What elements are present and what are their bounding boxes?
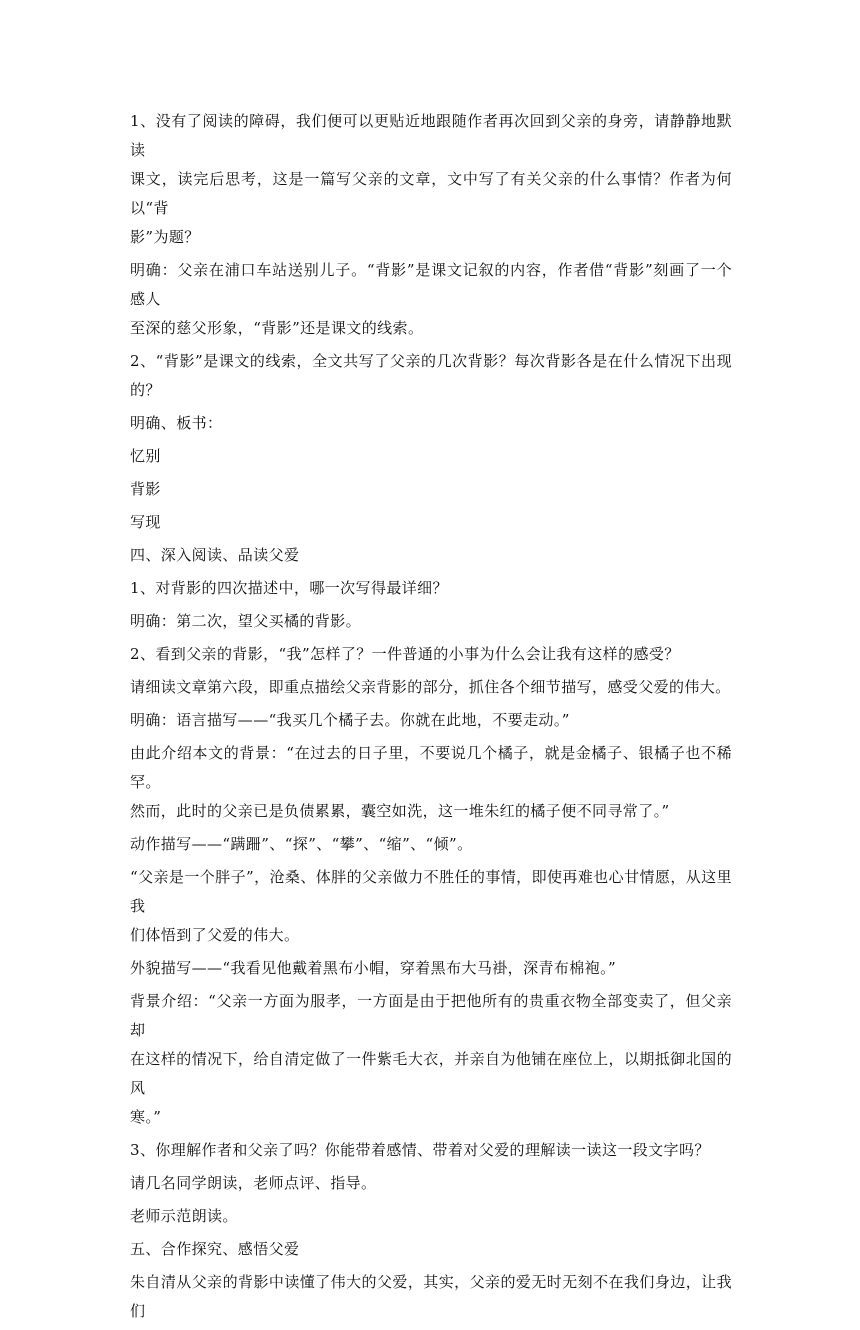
paragraph: [130, 954, 732, 983]
text-line: “父亲是一个胖子”，沧桑、体胖的父亲做力不胜任的事情，即使再难也心甘情愿，从这里我: [130, 868, 732, 915]
text-line: 3、你理解作者和父亲了吗？你能带着感情、带着对父爱的理解读一读这一段文字吗？: [130, 1141, 710, 1159]
text-line: 忆别: [130, 447, 161, 465]
paragraph: [130, 607, 732, 636]
paragraph: [130, 673, 732, 702]
text-line: 1、没有了阅读的障碍，我们便可以更贴近地跟随作者再次回到父亲的身旁，请静静地默读: [130, 112, 732, 159]
paragraph: [130, 442, 732, 471]
text-line: 明确：第二次，望父买橘的背影。: [130, 612, 362, 630]
text-line: 写现: [130, 513, 161, 531]
text-line: 影”为题？: [130, 228, 200, 246]
paragraph: [130, 739, 732, 826]
paragraph: [130, 475, 732, 504]
paragraph: [130, 706, 732, 735]
paragraph: [130, 1202, 732, 1231]
paragraph: [130, 1169, 732, 1198]
paragraph: [130, 640, 732, 669]
text-line: 寒。”: [130, 1108, 162, 1126]
paragraph: [130, 574, 732, 603]
text-line: 四、深入阅读、品读父爱: [130, 546, 300, 564]
text-line: 课文，读完后思考，这是一篇写父亲的文章，文中写了有关父亲的什么事情？作者为何以“背: [130, 170, 732, 217]
paragraph: [130, 409, 732, 438]
paragraph: [130, 508, 732, 537]
text-line: 请几名同学朗读，老师点评、指导。: [130, 1174, 377, 1192]
text-line: 动作描写——“蹒跚”、“探”、“攀”、“缩”、“倾”。: [130, 835, 473, 853]
text-line: 背影: [130, 480, 161, 498]
text-line: 2、“背影”是课文的线索，全文共写了父亲的几次背影？每次背影各是在什么情况下出现的？: [130, 352, 732, 399]
text-line: 在这样的情况下，给自清定做了一件紫毛大衣，并亲自为他铺在座位上，以期抵御北国的风: [130, 1050, 732, 1097]
paragraph: [130, 863, 732, 950]
text-line: 请细读文章第六段，即重点描绘父亲背影的部分，抓住各个细节描写，感受父爱的伟大。: [130, 678, 731, 696]
document-body: [130, 107, 732, 1330]
text-line: 五、合作探究、感悟父爱: [130, 1240, 300, 1258]
text-line: 老师示范朗读。: [130, 1207, 238, 1225]
text-line: 1、对背影的四次描述中，哪一次写得最详细？: [130, 579, 448, 597]
text-line: 朱自清从父亲的背影中读懂了伟大的父爱，其实，父亲的爱无时无刻不在我们身边，让我们: [130, 1273, 732, 1320]
text-line: 2、看到父亲的背影，“我”怎样了？一件普通的小事为什么会让我有这样的感受？: [130, 645, 680, 663]
paragraph: [130, 987, 732, 1132]
text-line: 至深的慈父形象，“背影”还是课文的线索。: [130, 319, 424, 337]
paragraph: [130, 107, 732, 252]
text-line: 外貌描写——“我看见他戴着黑布小帽，穿着黑布大马褂，深青布棉袍。”: [130, 959, 617, 977]
text-line: 明确：父亲在浦口车站送别儿子。“背影”是课文记叙的内容，作者借“背影”刻画了一个感人: [130, 261, 732, 308]
text-line: 们体悟到了父爱的伟大。: [130, 926, 300, 944]
paragraph: [130, 256, 732, 343]
paragraph: [130, 1268, 732, 1326]
paragraph: [130, 541, 732, 570]
paragraph: [130, 1235, 732, 1264]
text-line: 背景介绍：“父亲一方面为服孝，一方面是由于把他所有的贵重衣物全部变卖了，但父亲却: [130, 992, 732, 1039]
paragraph: [130, 1136, 732, 1165]
text-line: 明确：语言描写——“我买几个橘子去。你就在此地，不要走动。”: [130, 711, 570, 729]
paragraph: [130, 347, 732, 405]
paragraph: [130, 830, 732, 859]
text-line: 由此介绍本文的背景：“在过去的日子里，不要说几个橘子，就是金橘子、银橘子也不稀罕。: [130, 744, 732, 791]
text-line: 然而，此时的父亲已是负债累累，囊空如洗，这一堆朱红的橘子便不同寻常了。”: [130, 802, 670, 820]
text-line: 明确、板书：: [130, 414, 223, 432]
